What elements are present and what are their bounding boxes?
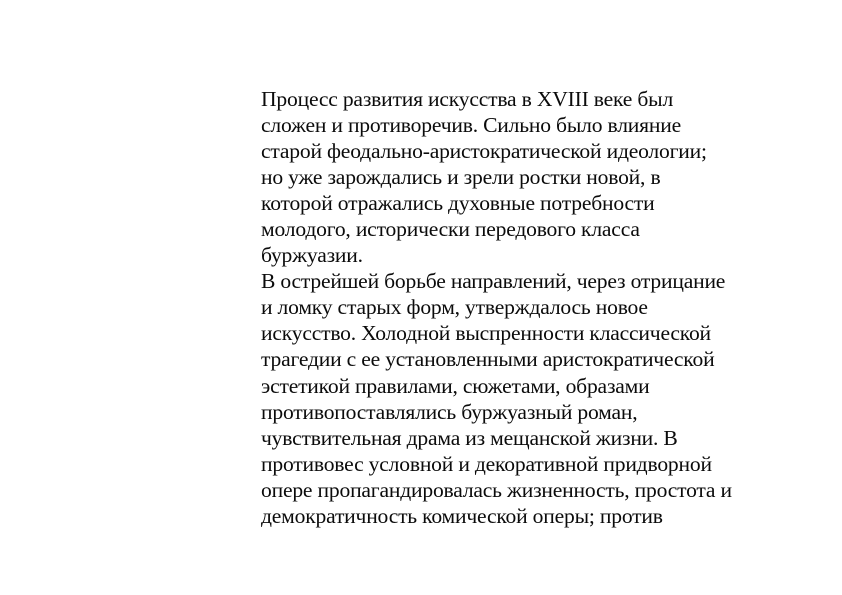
text-line-17: демократичность комической оперы; против [261, 503, 663, 528]
text-line-3: старой феодально-аристократической идеологии; [261, 139, 707, 164]
text-line-7: буржуазии. [261, 243, 363, 268]
text-line-2: сложен и противоречив. Сильно было влияние [261, 113, 681, 138]
text-line-12: эстетикой правилами, сюжетами, образами [261, 373, 650, 398]
text-line-10: искусство. Холодной выспренности классической [261, 321, 711, 346]
text-line-11: трагедии с ее установленными аристократической [261, 347, 715, 372]
text-line-15: противовес условной и декоративной придворной [261, 451, 712, 476]
text-line-9: и ломку старых форм, утверждалось новое [261, 295, 648, 320]
text-line-14: чувствительная драма из мещанской жизни. В [261, 425, 678, 450]
text-line-5: которой отражались духовные потребности [261, 191, 655, 216]
text-line-4: но уже зарождались и зрели ростки новой, в [261, 165, 661, 190]
text-line-6: молодого, исторически передового класса [261, 217, 640, 242]
text-line-1: Процесс развития искусства в XVIII веке был [261, 87, 674, 111]
body-text [261, 86, 801, 529]
text-line-13: противопоставлялись буржуазный роман, [261, 399, 638, 424]
text-line-8: В острейшей борьбе направлений, через отрицание [261, 269, 726, 294]
text-line-16: опере пропагандировалась жизненность, простота и [261, 477, 732, 502]
